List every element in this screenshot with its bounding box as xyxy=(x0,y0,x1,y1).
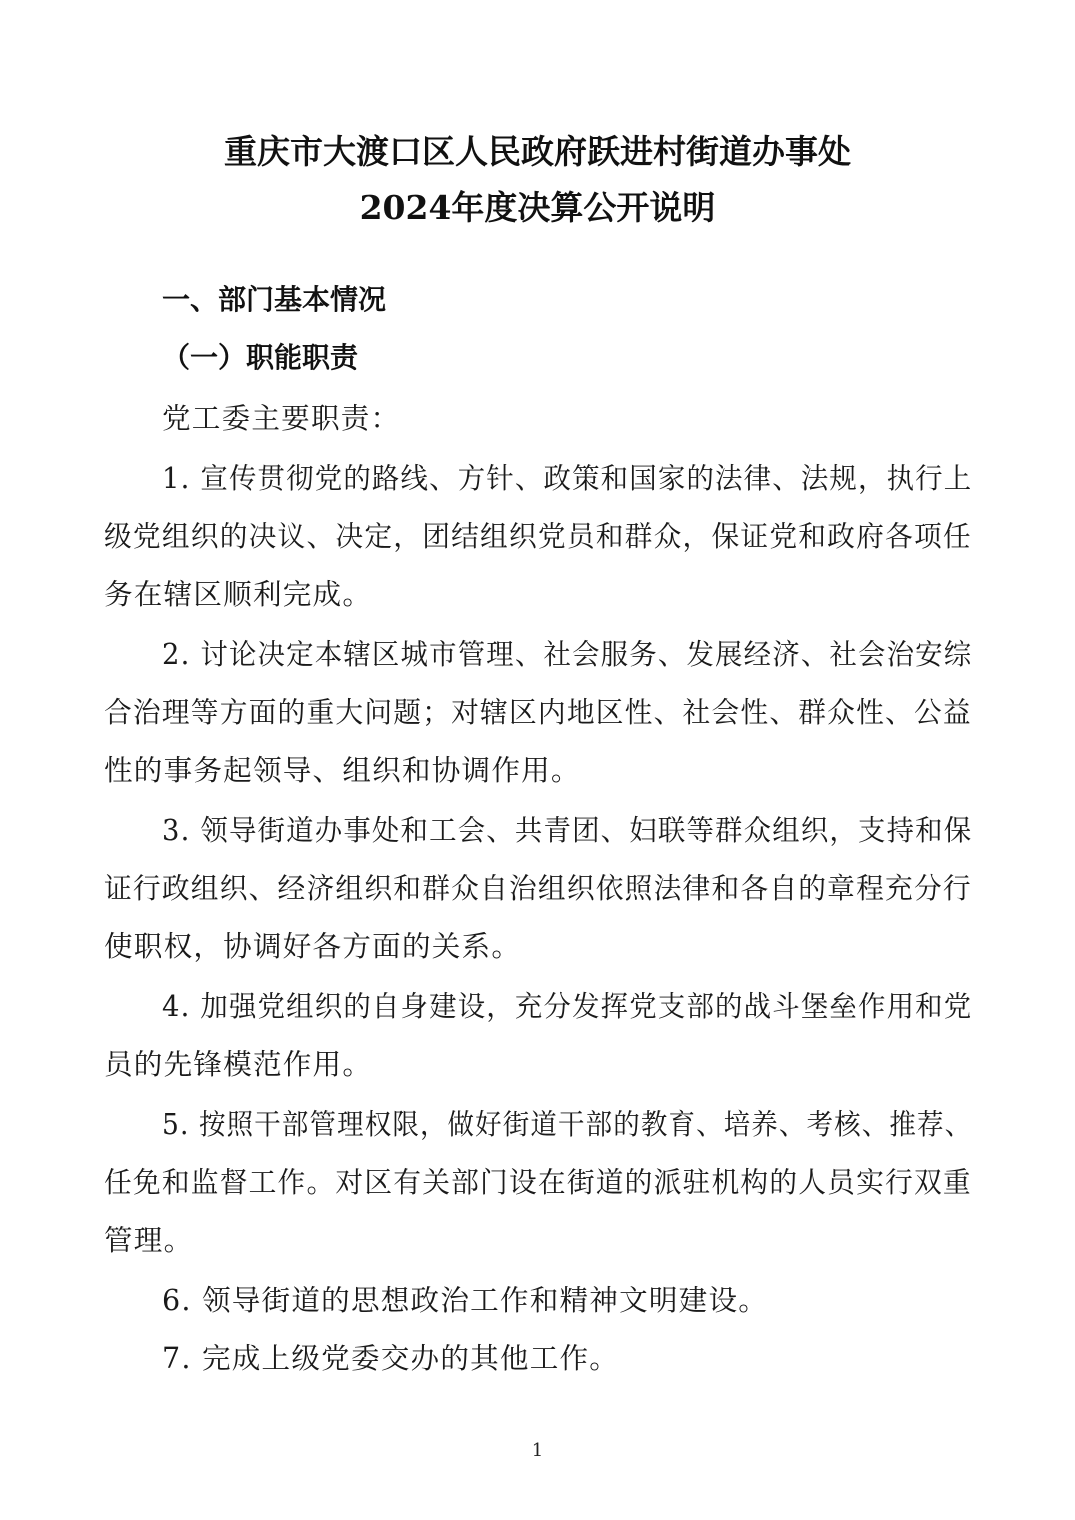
item-2-line-1: 2. 讨论决定本辖区城市管理、社会服务、发展经济、社会治安综 xyxy=(162,637,973,671)
item-7-line-1: 7. 完成上级党委交办的其他工作。 xyxy=(162,1341,620,1375)
item-2-line-2: 合治理等方面的重大问题；对辖区内地区性、社会性、群众性、公益 xyxy=(104,695,972,729)
item-3-line-2: 证行政组织、经济组织和群众自治组织依照法律和各自的章程充分行 xyxy=(104,871,972,905)
intro-text: 党工委主要职责： xyxy=(162,401,401,435)
section-heading: 一、部门基本情况 xyxy=(162,283,387,316)
item-1-line-1: 1. 宣传贯彻党的路线、方针、政策和国家的法律、法规，执行上 xyxy=(162,461,973,495)
item-1-line-2: 级党组织的决议、决定，团结组织党员和群众，保证党和政府各项任 xyxy=(104,519,972,553)
item-1-line-3: 务在辖区顺利完成。 xyxy=(104,577,373,611)
subsection-heading: （一）职能职责 xyxy=(162,341,359,374)
document-title-line-2: 2024年度决算公开说明 xyxy=(359,188,716,227)
page-number: 1 xyxy=(531,1440,544,1461)
item-5-line-2: 任免和监督工作。对区有关部门设在街道的派驻机构的人员实行双重 xyxy=(104,1165,972,1199)
item-2-line-3: 性的事务起领导、组织和协调作用。 xyxy=(104,753,581,787)
item-4-line-1: 4. 加强党组织的自身建设，充分发挥党支部的战斗堡垒作用和党 xyxy=(162,989,973,1023)
item-6-line-1: 6. 领导街道的思想政治工作和精神文明建设。 xyxy=(162,1283,769,1317)
item-3-line-3: 使职权，协调好各方面的关系。 xyxy=(104,929,522,963)
item-3-line-1: 3. 领导街道办事处和工会、共青团、妇联等群众组织，支持和保 xyxy=(162,813,973,847)
item-4-line-2: 员的先锋模范作用。 xyxy=(104,1047,373,1081)
item-5-line-1: 5. 按照干部管理权限，做好街道干部的教育、培养、考核、推荐、 xyxy=(162,1107,973,1141)
document-title-line-1: 重庆市大渡口区人民政府跃进村街道办事处 xyxy=(224,132,851,171)
item-5-line-3: 管理。 xyxy=(104,1223,194,1257)
